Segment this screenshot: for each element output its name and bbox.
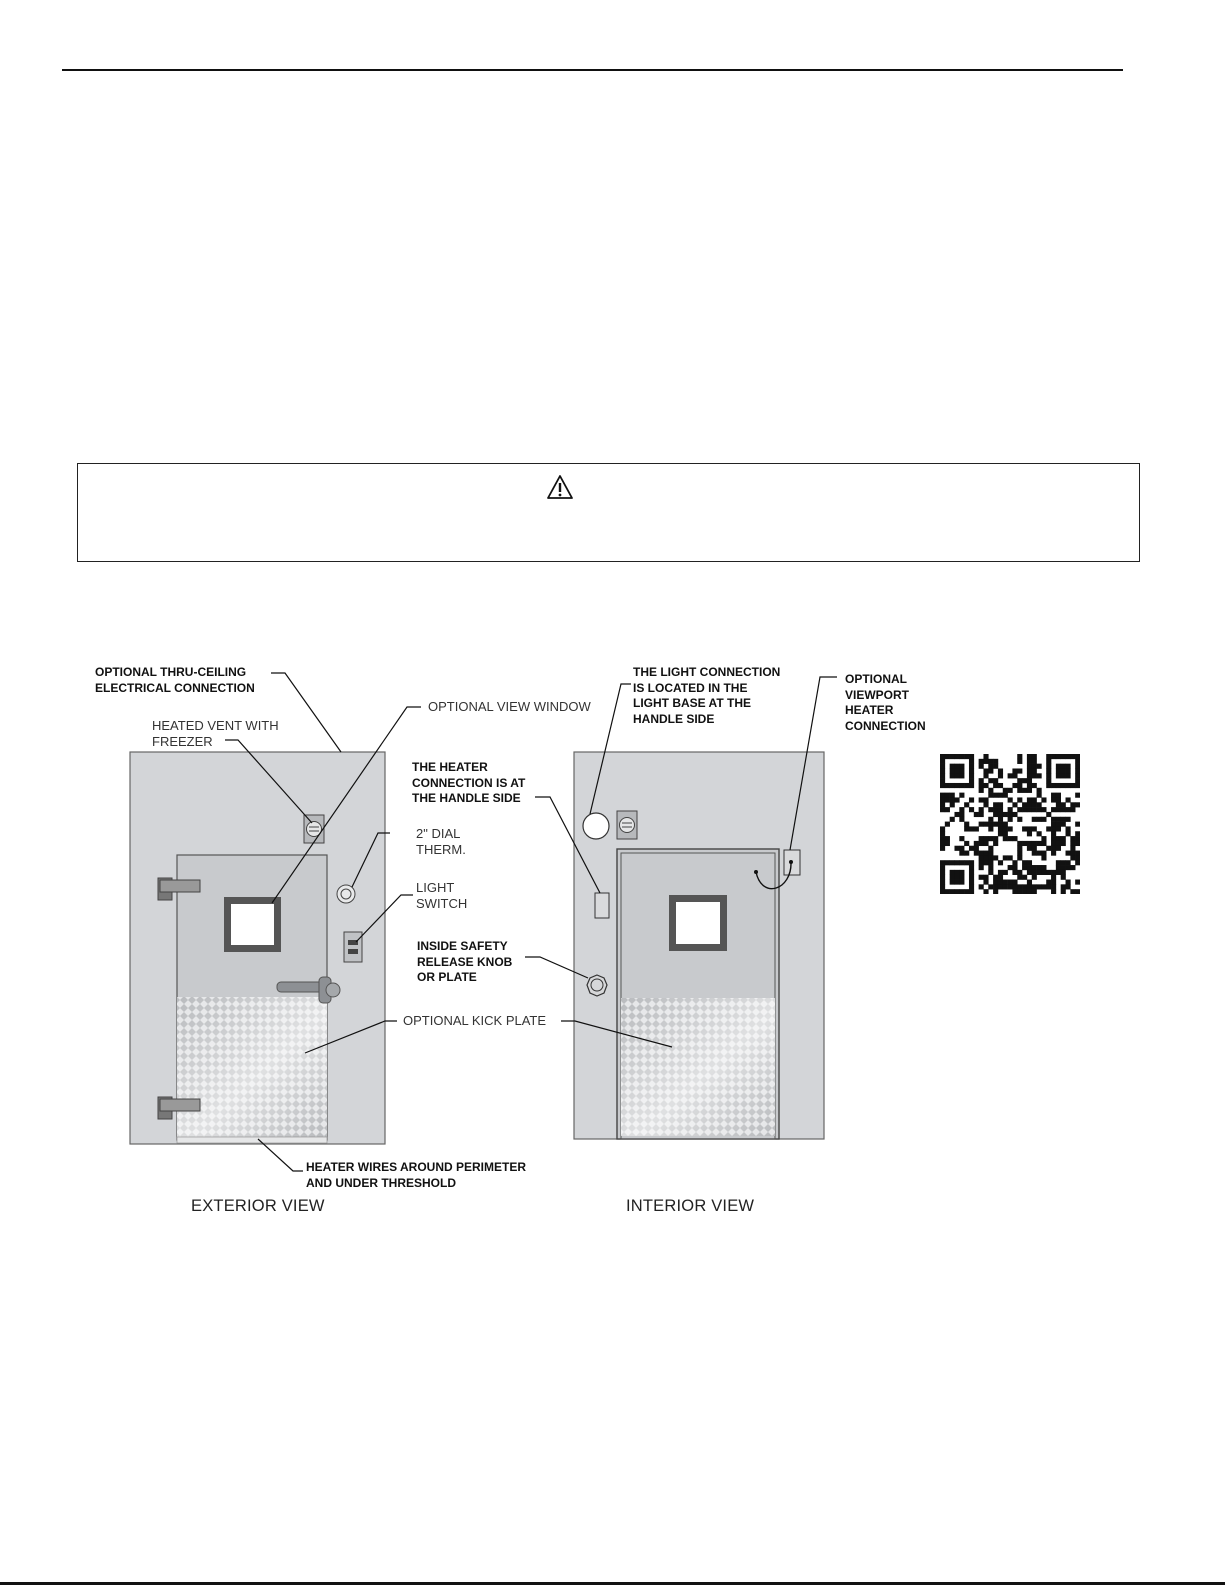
label-heated-vent: HEATED VENT WITH FREEZER	[152, 718, 279, 749]
label-dial-thermometer: 2" DIAL THERM.	[416, 826, 466, 857]
interior-door-panel	[574, 752, 824, 1139]
label-heater-wires: HEATER WIRES AROUND PERIMETER AND UNDER THRESHOLD	[306, 1160, 527, 1190]
label-safety-release: INSIDE SAFETY RELEASE KNOB OR PLATE	[417, 939, 513, 984]
caption-interior-view: INTERIOR VIEW	[626, 1197, 755, 1215]
caption-exterior-view: EXTERIOR VIEW	[191, 1197, 325, 1215]
qr-code-icon	[940, 754, 1080, 894]
label-light-switch: LIGHT SWITCH	[416, 880, 468, 911]
label-thru-ceiling-connection: OPTIONAL THRU-CEILING ELECTRICAL CONNECTION	[95, 665, 255, 695]
label-view-window: OPTIONAL VIEW WINDOW	[428, 699, 591, 714]
exterior-door-panel	[130, 752, 385, 1144]
label-heater-connection: THE HEATER CONNECTION IS AT THE HANDLE SIDE	[412, 760, 526, 805]
label-light-connection: THE LIGHT CONNECTION IS LOCATED IN THE LIGHT BASE AT THE HANDLE SIDE	[633, 665, 781, 726]
label-viewport-heater-connection: OPTIONAL VIEWPORT HEATER CONNECTION	[845, 672, 926, 733]
label-kick-plate: OPTIONAL KICK PLATE	[403, 1013, 547, 1028]
